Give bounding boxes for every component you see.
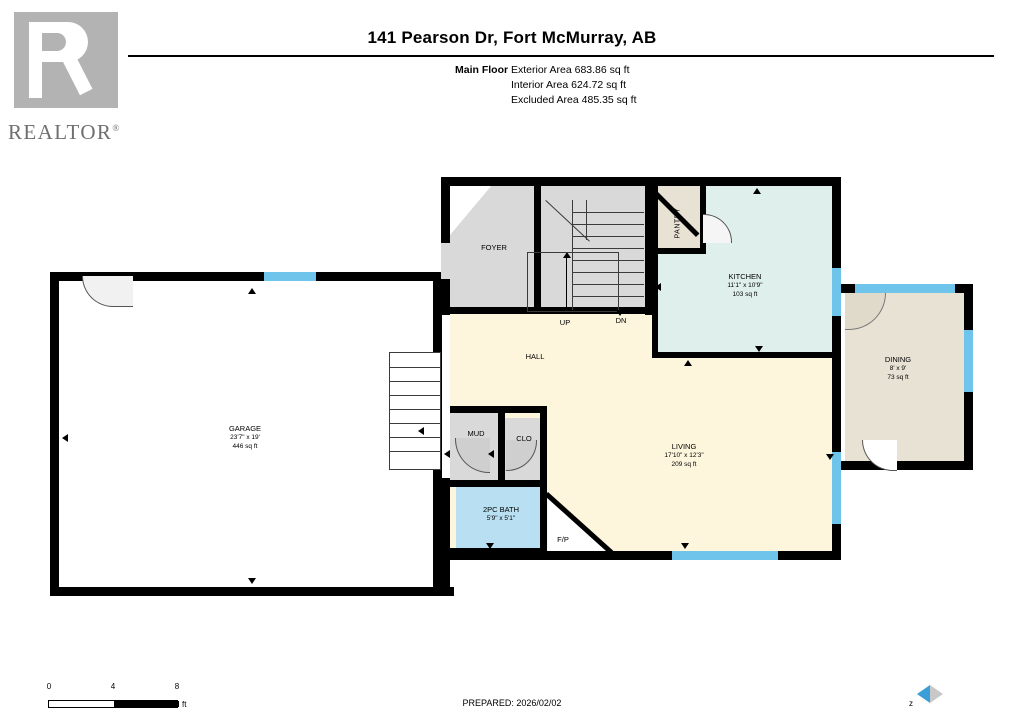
arrow-kitchen-west [655, 283, 661, 291]
area-excluded-row [455, 93, 637, 108]
wall-dining-bottom [841, 461, 973, 470]
title-divider [128, 55, 994, 57]
realtor-r-icon [14, 12, 118, 108]
scale-zero: 0 [46, 682, 52, 691]
scale-mid: 4 [110, 682, 116, 691]
room-label-pantry: PANTRY [674, 207, 682, 239]
room-label-bath: 2PC BATH 5'9" x 5'1" [482, 505, 520, 522]
arrow-garage-west [62, 434, 68, 442]
prepared-date: PREPARED: 2026/02/02 [462, 698, 562, 708]
arrow-kitchen-north [753, 188, 761, 194]
room-label-closet: CLO [516, 434, 532, 443]
realtor-wordmark [8, 120, 121, 145]
stair-label-dn: DN [615, 316, 627, 325]
window-living-south [672, 551, 778, 560]
arrow-bath-west [442, 512, 448, 520]
compass-rose [905, 680, 955, 716]
arrow-living-south [681, 543, 689, 549]
arrow-kitchen-south [755, 346, 763, 352]
scale-unit: ft [182, 700, 187, 709]
wall-mud-right [498, 406, 505, 486]
window-living-east [832, 452, 841, 524]
realtor-trademark: ® [112, 123, 121, 133]
window-kitchen-east [832, 268, 841, 316]
wall-house-top [441, 177, 834, 186]
area-interior-row [455, 78, 637, 93]
room-label-foyer: FOYER [481, 243, 507, 252]
room-label-fireplace: F/P [557, 535, 569, 544]
arrow-closet-west [488, 450, 494, 458]
window-garage-front [264, 272, 316, 281]
wall-bath-bottom [450, 548, 546, 555]
scale-bar [46, 682, 188, 714]
area-excluded-label: Excluded Area [511, 94, 579, 106]
scale-end: 8 [174, 682, 180, 691]
wall-garage-left [50, 272, 59, 596]
arrow-hall-north [684, 360, 692, 366]
wall-kitchen-west [652, 228, 658, 358]
wall-kitchen-south [652, 352, 834, 358]
window-dining-east [964, 330, 973, 392]
window-dining-north [855, 284, 955, 293]
page-title: 141 Pearson Dr, Fort McMurray, AB [367, 28, 657, 47]
floor-label: Main Floor [455, 64, 509, 76]
stairs-garage-arrow [418, 427, 424, 435]
arrow-bath-south [486, 543, 494, 549]
area-exterior-value: 683.86 sq ft [574, 64, 630, 76]
arrow-living-east [826, 454, 834, 460]
room-label-kitchen: KITCHEN 11'1" x 10'9" 103 sq ft [727, 272, 763, 298]
room-label-mud: MUD [467, 429, 485, 438]
wall-garage-bottom [50, 587, 454, 596]
wall-house-left-lower [441, 478, 450, 588]
arrow-dining-west [833, 366, 839, 374]
arrow-mud-west [444, 450, 450, 458]
wall-bath-top [450, 480, 546, 487]
realtor-wordmark-text: REALTOR [8, 120, 113, 144]
wall-pantry-bottom [652, 248, 704, 254]
stair-label-up: UP [559, 318, 571, 327]
stairs-garage-side [389, 352, 441, 470]
room-label-living: LIVING 17'10" x 12'3" 209 sq ft [664, 442, 704, 468]
arrow-garage-north [248, 288, 256, 294]
floor-label-row [455, 63, 637, 78]
area-interior-value: 624.72 sq ft [571, 79, 626, 91]
area-excluded-value: 485.35 sq ft [581, 94, 637, 106]
area-interior-label: Interior Area [511, 79, 569, 91]
area-summary [455, 63, 637, 108]
arrow-garage-south [248, 578, 256, 584]
room-label-hall: HALL [525, 352, 545, 361]
area-exterior-label: Exterior Area [511, 64, 572, 76]
room-label-garage: GARAGE 23'7" x 19' 446 sq ft [228, 424, 262, 450]
room-label-dining: DINING 8' x 9' 73 sq ft [884, 355, 912, 381]
compass-label: z [909, 699, 913, 708]
